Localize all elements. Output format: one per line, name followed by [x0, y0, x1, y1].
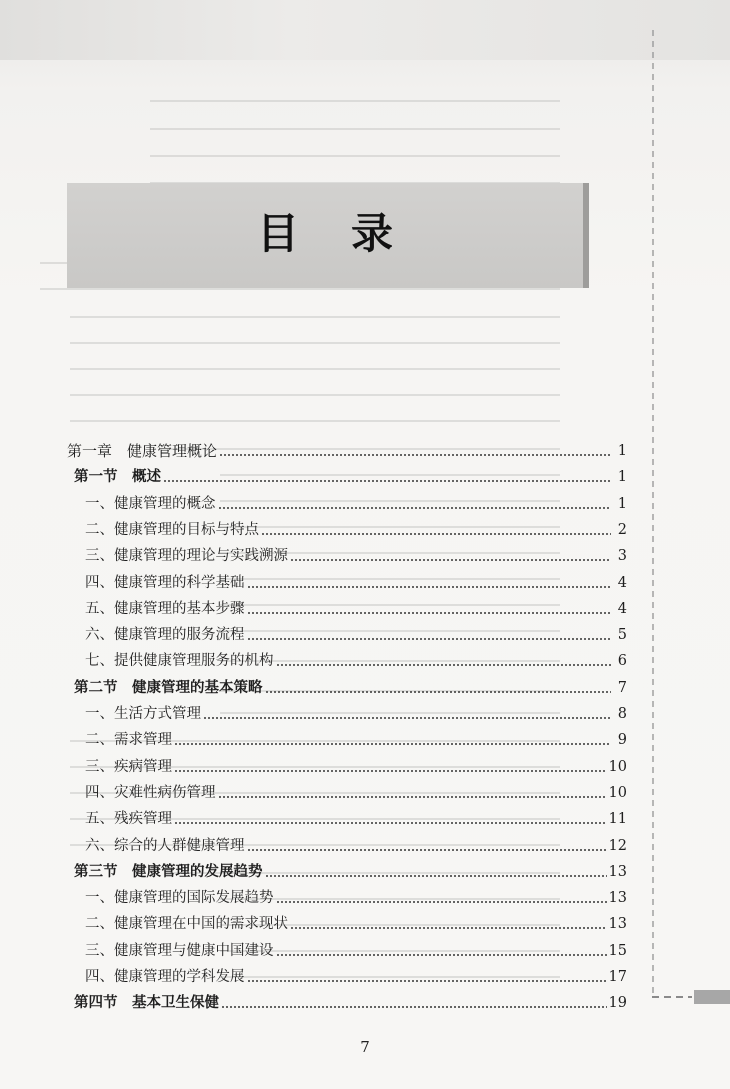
toc-entry-label: 三、疾病管理 [85, 759, 172, 775]
toc-entry-item[interactable] [85, 620, 627, 644]
bleed-through-line [150, 155, 560, 157]
toc-entry-page: 3 [617, 548, 627, 564]
toc-entry-label: 七、提供健康管理服务的机构 [85, 653, 274, 669]
toc-entry-label: 第三节 健康管理的发展趋势 [74, 863, 263, 880]
toc-entry-item[interactable] [85, 804, 627, 828]
toc-entry-chapter[interactable] [67, 436, 627, 460]
toc-entry-label: 二、健康管理在中国的需求现状 [85, 916, 288, 932]
toc-entry-label: 第一节 概述 [74, 468, 161, 485]
dot-leader [290, 927, 607, 929]
toc-entry-section[interactable] [74, 462, 627, 486]
toc-entry-page: 10 [608, 785, 627, 801]
edge-thumb-tab [694, 990, 730, 1004]
bleed-through-line [70, 316, 560, 318]
dot-leader [203, 717, 611, 719]
dot-leader [276, 954, 607, 956]
dot-leader [218, 507, 612, 509]
toc-entry-item[interactable] [85, 752, 627, 776]
page-title: 目录 [256, 209, 445, 258]
toc-entry-item[interactable] [85, 936, 627, 960]
dot-leader [218, 796, 607, 798]
dot-leader [247, 980, 607, 982]
toc-entry-page: 15 [608, 943, 627, 959]
toc-entry-label: 六、健康管理的服务流程 [85, 627, 245, 643]
bleed-through-line [40, 288, 560, 290]
toc-entry-label: 五、健康管理的基本步骤 [85, 601, 245, 617]
toc-entry-label: 二、健康管理的目标与特点 [85, 522, 259, 538]
toc-entry-label: 六、综合的人群健康管理 [85, 838, 245, 854]
dot-leader [276, 901, 607, 903]
toc-entry-label: 四、健康管理的学科发展 [85, 969, 245, 985]
toc-entry-item[interactable] [85, 778, 627, 802]
toc-entry-page: 4 [617, 575, 627, 591]
toc-entry-item[interactable] [85, 962, 627, 986]
dot-leader [265, 691, 612, 693]
toc-entry-section[interactable] [74, 988, 627, 1012]
dot-leader [247, 586, 612, 588]
toc-entry-label: 三、健康管理与健康中国建设 [85, 943, 274, 959]
toc-entry-label: 一、生活方式管理 [85, 706, 201, 722]
toc-entry-label: 一、健康管理的概念 [85, 496, 216, 512]
toc-entry-page: 6 [617, 653, 627, 669]
toc-entry-page: 1 [617, 443, 627, 459]
dot-leader [276, 664, 612, 666]
toc-entry-page: 13 [608, 864, 627, 880]
toc-entry-page: 7 [617, 680, 627, 696]
title-banner [67, 183, 583, 288]
toc-entry-item[interactable] [85, 515, 627, 539]
toc-entry-item[interactable] [85, 909, 627, 933]
toc-entry-item[interactable] [85, 489, 627, 513]
toc-entry-page: 2 [617, 522, 627, 538]
toc-entry-label: 三、健康管理的理论与实践溯源 [85, 548, 288, 564]
dot-leader [219, 454, 611, 456]
bottom-border-dashed-line [652, 996, 692, 998]
bleed-through-line [150, 128, 560, 130]
toc-entry-page: 12 [608, 838, 627, 854]
toc-entry-section[interactable] [74, 857, 627, 881]
toc-entry-label: 四、灾难性病伤管理 [85, 785, 216, 801]
dot-leader [174, 743, 611, 745]
toc-entry-item[interactable] [85, 883, 627, 907]
toc-entry-item[interactable] [85, 594, 627, 618]
toc-entry-page: 9 [617, 732, 627, 748]
toc-entry-label: 第一章 健康管理概论 [67, 442, 218, 460]
toc-entry-page: 1 [617, 496, 627, 512]
right-border-dashed-line [652, 30, 654, 995]
bleed-through-line [70, 368, 560, 370]
toc-entry-page: 17 [608, 969, 627, 985]
toc-entry-item[interactable] [85, 699, 627, 723]
toc-entry-item[interactable] [85, 646, 627, 670]
bleed-through-line [70, 342, 560, 344]
dot-leader [247, 849, 607, 851]
dot-leader [163, 480, 611, 482]
toc-entry-label: 第二节 健康管理的基本策略 [74, 679, 263, 696]
dot-leader [221, 1006, 607, 1008]
toc-entry-item[interactable] [85, 568, 627, 592]
dot-leader [265, 875, 607, 877]
bleed-through-line [70, 394, 560, 396]
dot-leader [174, 770, 607, 772]
dot-leader [174, 822, 607, 824]
toc-entry-page: 13 [608, 890, 627, 906]
toc-entry-page: 1 [617, 469, 627, 485]
toc-entry-section[interactable] [74, 673, 627, 697]
toc-entry-page: 11 [608, 811, 627, 827]
toc-entry-page: 13 [608, 916, 627, 932]
toc-entry-label: 五、残疾管理 [85, 811, 172, 827]
dot-leader [247, 612, 612, 614]
toc-entry-label: 一、健康管理的国际发展趋势 [85, 890, 274, 906]
bleed-through-line [70, 420, 560, 422]
toc-entry-item[interactable] [85, 725, 627, 749]
toc-entry-label: 第四节 基本卫生保健 [74, 994, 219, 1011]
toc-entry-page: 19 [608, 995, 627, 1011]
toc-entry-page: 5 [617, 627, 627, 643]
toc-entry-page: 10 [608, 759, 627, 775]
page-number: 7 [360, 1038, 370, 1056]
toc-entry-item[interactable] [85, 831, 627, 855]
dot-leader [247, 638, 612, 640]
toc-entry-item[interactable] [85, 541, 627, 565]
toc-entry-page: 4 [617, 601, 627, 617]
dot-leader [290, 559, 611, 561]
dot-leader [261, 533, 611, 535]
bleed-through-line [150, 100, 560, 102]
toc-entry-label: 四、健康管理的科学基础 [85, 575, 245, 591]
toc-entry-page: 8 [617, 706, 627, 722]
toc-entry-label: 二、需求管理 [85, 732, 172, 748]
